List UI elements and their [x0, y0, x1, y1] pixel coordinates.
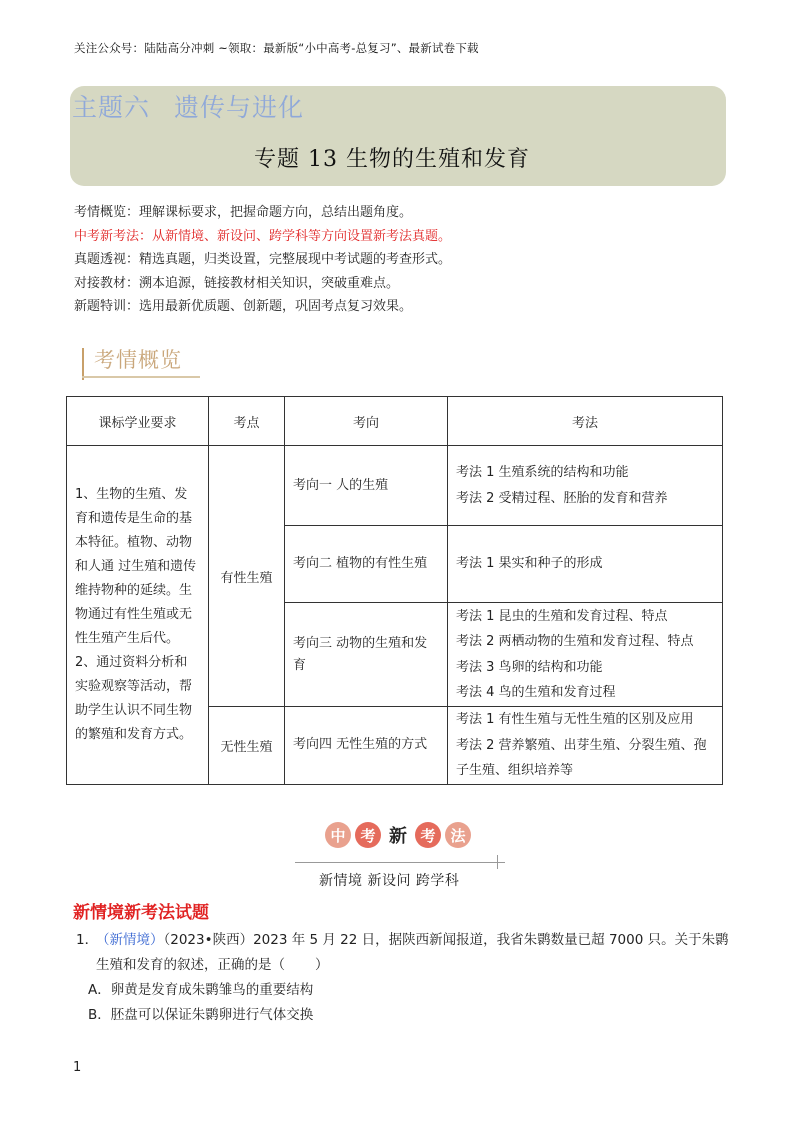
- method-cell: [448, 603, 723, 707]
- intro-line: 对接教材：溯本追源，链接教材相关知识，突破重难点。: [74, 275, 400, 291]
- intro-list: [74, 201, 451, 319]
- option-a: A．卵黄是发育成朱鹮雏鸟的重要结构: [88, 982, 314, 998]
- direction-cell: 考向二 植物的有性生殖: [285, 526, 448, 603]
- overview-table: [66, 396, 723, 785]
- intro-line: 考情概览：理解课标要求，把握命题方向，总结出题角度。: [74, 205, 413, 220]
- section-heading: [82, 340, 207, 382]
- badge-circles: [325, 822, 475, 848]
- section-title: 考情概览: [94, 348, 182, 372]
- method-cell: [448, 446, 723, 526]
- badge-subtitle: 新情境 新设问 跨学科: [319, 873, 460, 889]
- method-line: 考法 2 两栖动物的生殖和发育过程、特点: [456, 634, 694, 649]
- table-header-row: [67, 397, 723, 446]
- heading-underline: [82, 376, 200, 378]
- badge-char: 中: [325, 822, 351, 848]
- badge-char: 法: [445, 822, 471, 848]
- badge-divider: [295, 862, 505, 863]
- header-cell: 考点: [209, 397, 285, 446]
- theme-title: [72, 88, 328, 124]
- question-number: 1．: [76, 932, 99, 948]
- direction-cell: 考向一 人的生殖: [285, 446, 448, 526]
- intro-line: 真题透视：精选真题，归类设置，完整展现中考试题的考查形式。: [74, 252, 452, 267]
- method-line: 考法 1 生殖系统的结构和功能: [456, 465, 629, 480]
- header-cell: 考向: [285, 397, 448, 446]
- intro-line: 新题特训：选用最新优质题、创新题，巩固考点复习效果。: [74, 299, 413, 314]
- badge-char: 考: [415, 822, 441, 848]
- method-line: 考法 2 营养繁殖、出芽生殖、分裂生殖、孢子生殖、组织培养等: [456, 737, 707, 778]
- point-cell: 无性生殖: [209, 707, 285, 785]
- question-stem: [76, 928, 736, 978]
- header-cell: 考法: [448, 397, 723, 446]
- method-line: 考法 4 鸟的生殖和发育过程: [456, 685, 616, 700]
- point-cell: 有性生殖: [209, 446, 285, 707]
- intro-line-highlight: 中考新考法：从新情境、新设问、跨学科等方向设置新考法真题。: [74, 228, 452, 244]
- answer-blank: [285, 967, 315, 969]
- question-1: [76, 928, 736, 1028]
- question-section-title: 新情境新考法试题: [73, 903, 209, 923]
- page-number: 1: [73, 1060, 82, 1075]
- badge-divider-tick: [497, 855, 498, 869]
- header-cell: 课标学业要求: [67, 397, 209, 446]
- requirement-cell: 1、生物的生殖、发育和遗传是生命的基本特征。植物、动物和人通 过生殖和遗传维持物种的延续。生物通过有性生殖或无性生殖产生后代。2、通过资料分析和实验观察等活动，帮助学生认识不同生物的繁殖和发育方式。: [67, 446, 209, 785]
- top-note: 关注公众号：陆陆高分冲刺 ~领取：最新版“小中高考-总复习”、最新试卷下载: [74, 41, 479, 55]
- option-b: B．胚盘可以保证朱鹮卵进行气体交换: [88, 1007, 314, 1023]
- method-line: 考法 3 鸟卵的结构和功能: [456, 659, 603, 675]
- method-line: 考法 1 果实和种子的形成: [456, 556, 603, 572]
- new-method-badge: [295, 820, 505, 890]
- method-cell: [448, 526, 723, 603]
- question-stem-end: ）: [315, 957, 329, 973]
- badge-char: 新: [385, 822, 411, 848]
- theme-prefix: 主题六: [72, 93, 151, 122]
- question-stem-text: （2023•陕西）2023 年 5 月 22 日，据陕西新闻报道，我省朱鹮数量已超 7000 只。关于朱鹮生殖和发育的叙述，正确的是（: [96, 932, 729, 973]
- direction-cell: 考向三 动物的生殖和发育: [285, 603, 448, 707]
- direction-cell: 考向四 无性生殖的方式: [285, 707, 448, 785]
- method-line: 考法 1 昆虫的生殖和发育过程、特点: [456, 608, 668, 624]
- method-cell: [448, 707, 723, 785]
- method-line: 考法 1 有性生殖与无性生殖的区别及应用: [456, 712, 694, 727]
- topic-title: 专题 13 生物的生殖和发育: [254, 147, 530, 172]
- question-tag: （新情境）: [96, 932, 164, 948]
- badge-char: 考: [355, 822, 381, 848]
- table-row: [67, 446, 723, 526]
- method-line: 考法 2 受精过程、胚胎的发育和营养: [456, 490, 668, 506]
- theme-name: 遗传与进化: [174, 93, 305, 122]
